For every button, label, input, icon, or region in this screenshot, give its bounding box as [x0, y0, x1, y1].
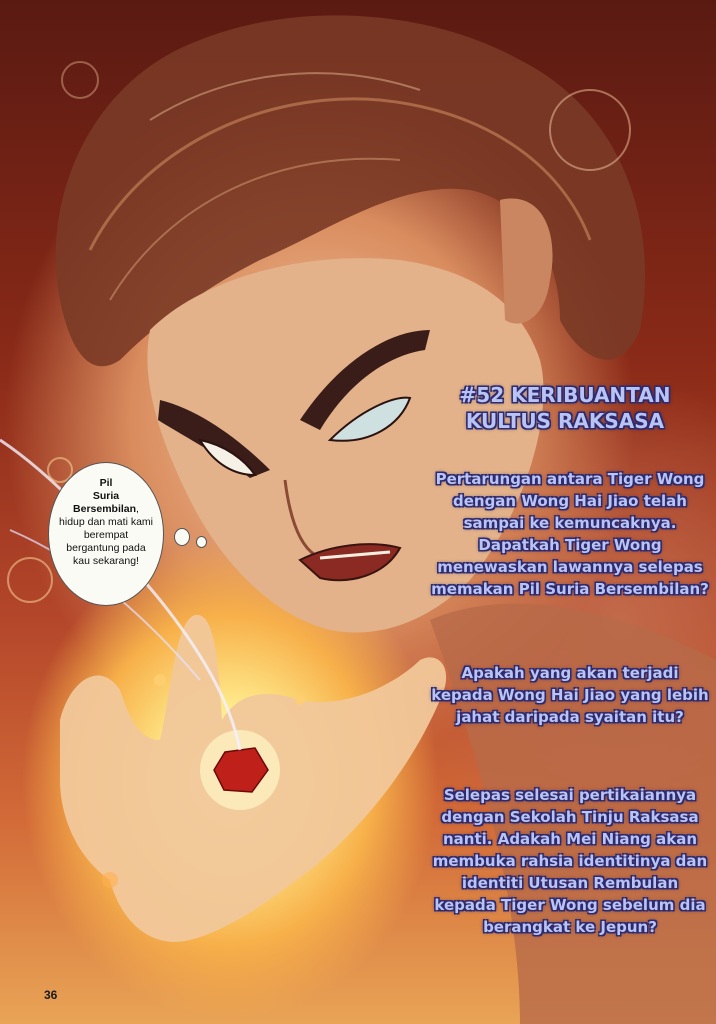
thought-bubble: [48, 462, 164, 606]
title-line-2: KULTUS RAKSASA: [465, 409, 665, 433]
bubble-bold-1: Pil: [99, 477, 113, 489]
page-number: 36: [44, 988, 58, 1002]
episode-title: [430, 382, 700, 434]
bubble-dot-small: [196, 536, 207, 548]
caption-paragraph-1: Pertarungan antara Tiger Wong dengan Wong Hai Jiao telah sampai ke kemuncaknya. Dapatkah Tiger Wong menewaskan lawannya selepas memakan Pil Suria Bersembilan?: [431, 470, 709, 598]
bubble-bold-2: Suria: [92, 490, 120, 502]
caption-paragraph-2: Apakah yang akan terjadi kepada Wong Hai Jiao yang lebih jahat daripada syaitan itu?: [431, 664, 709, 726]
bubble-bold-3: Bersembilan: [73, 503, 137, 515]
caption-paragraph-3: Selepas selesai pertikaiannya dengan Sekolah Tinju Raksasa nanti. Adakah Mei Niang akan membuka rahsia identitinya dan identiti Utusan Rembulan kepada Tiger Wong sebelum dia berangkat ke Jepun?: [432, 786, 708, 936]
bubble-dot-large: [174, 528, 190, 546]
bubble-text: , hidup dan mati kami berempat bergantung pada kau sekarang!: [59, 503, 153, 567]
title-line-1: #52 KERIBUANTAN: [459, 383, 671, 407]
